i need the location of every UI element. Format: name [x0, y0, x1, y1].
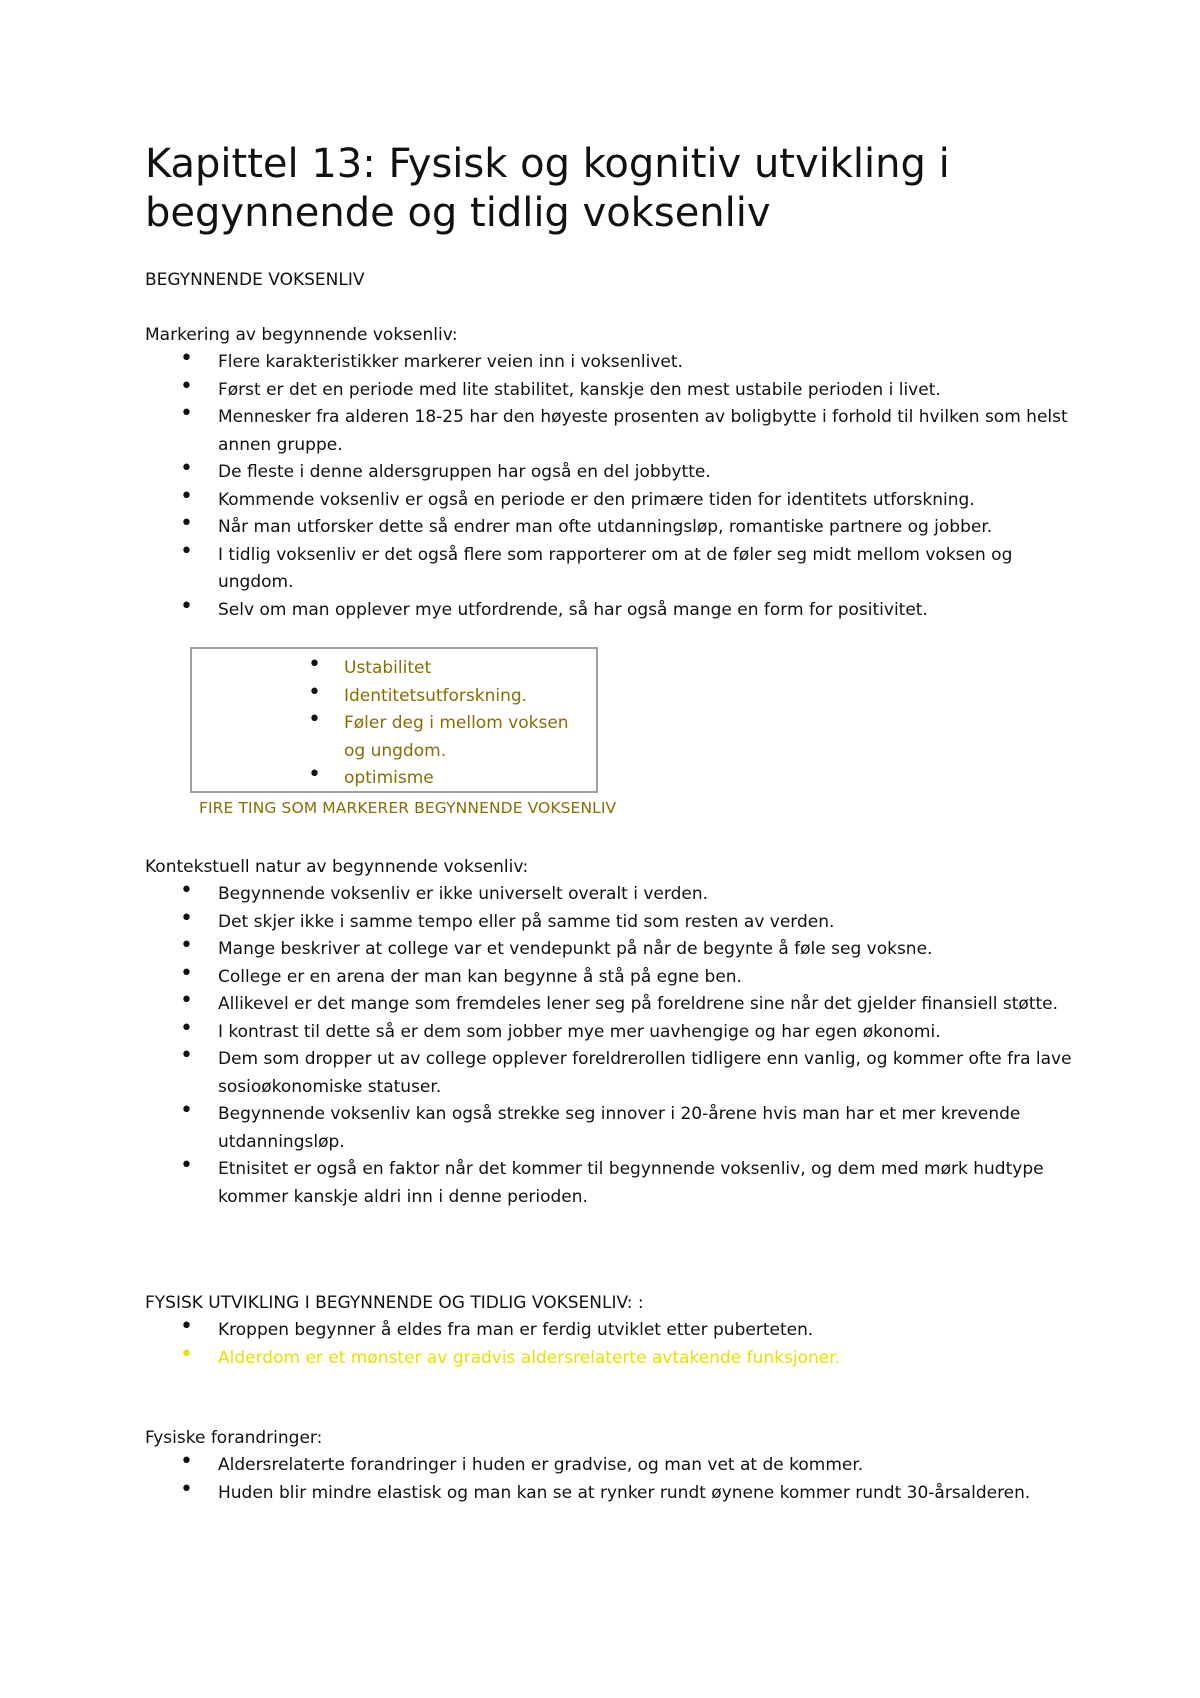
list-item: • Etnisitet er også en faktor når det kommer til begynnende voksenliv, og dem med mørk hudtype kommer kanskje aldri inn i denne perioden.: [145, 1156, 1075, 1211]
kontekstuell-list: [145, 881, 1075, 1211]
list-item: • Begynnende voksenliv er ikke universelt overalt i verden.: [145, 881, 1075, 909]
list-item: • Når man utforsker dette så endrer man ofte utdanningsløp, romantiske partnere og jobber.: [145, 514, 1075, 542]
list-item: • De fleste i denne aldersgruppen har også en del jobbytte.: [145, 459, 1075, 487]
list-item: • Selv om man opplever mye utfordrende, så har også mange en form for positivitet.: [145, 597, 1075, 625]
fysisk-list: [145, 1317, 1075, 1372]
list-item: • Det skjer ikke i samme tempo eller på samme tid som resten av verden.: [145, 909, 1075, 937]
markering-list: [145, 349, 1075, 624]
list-item: • Mennesker fra alderen 18-25 har den høyeste prosenten av boligbytte i forhold til hvilken som helst annen gruppe.: [145, 404, 1075, 459]
list-item: • Først er det en periode med lite stabilitet, kanskje den mest ustabile perioden i livet.: [145, 377, 1075, 405]
list-item: • Kommende voksenliv er også en periode er den primære tiden for identitets utforskning.: [145, 487, 1075, 515]
document-title: Kapittel 13: Fysisk og kognitiv utvikling i begynnende og tidlig voksenliv: [145, 141, 950, 236]
list-item: • Kroppen begynner å eldes fra man er ferdig utviklet etter puberteten.: [145, 1317, 1075, 1345]
callout-list: [192, 655, 592, 793]
list-item: • I tidlig voksenliv er det også flere som rapporterer om at de føler seg midt mellom voksen og ungdom.: [145, 542, 1075, 597]
callout-item: • optimisme: [192, 765, 592, 793]
callout-item: • Ustabilitet: [192, 655, 592, 683]
list-item: • Aldersrelaterte forandringer i huden er gradvise, og man vet at de kommer.: [145, 1452, 1075, 1480]
list-item: • Begynnende voksenliv kan også strekke seg innover i 20-årene hvis man har et mer krevende utdanningsløp.: [145, 1101, 1075, 1156]
list-item: • College er en arena der man kan begynne å stå på egne ben.: [145, 964, 1075, 992]
list-item: • Huden blir mindre elastisk og man kan se at rynker rundt øynene kommer rundt 30-årsalderen.: [145, 1480, 1075, 1508]
section-heading-begynnende: BEGYNNENDE VOKSENLIV: [145, 270, 365, 290]
forandringer-list: [145, 1452, 1075, 1507]
markering-heading: Markering av begynnende voksenliv:: [145, 325, 458, 345]
list-item: • Mange beskriver at college var et vendepunkt på når de begynte å føle seg voksne.: [145, 936, 1075, 964]
highlighted-list-item: • Alderdom er et mønster av gradvis aldersrelaterte avtakende funksjoner.: [145, 1345, 1075, 1373]
fysisk-heading: FYSISK UTVIKLING I BEGYNNENDE OG TIDLIG VOKSENLIV: :: [145, 1293, 644, 1313]
list-item: • Flere karakteristikker markerer veien inn i voksenlivet.: [145, 349, 1075, 377]
callout-caption: FIRE TING SOM MARKERER BEGYNNENDE VOKSENLIV: [199, 799, 617, 817]
list-item: • Dem som dropper ut av college opplever foreldrerollen tidligere enn vanlig, og kommer ofte fra lave sosioøkonomiske statuser.: [145, 1046, 1075, 1101]
list-item: • I kontrast til dette så er dem som jobber mye mer uavhengige og har egen økonomi.: [145, 1019, 1075, 1047]
callout-textbox: [190, 647, 598, 793]
kontekstuell-heading: Kontekstuell natur av begynnende voksenliv:: [145, 857, 529, 877]
list-item: • Allikevel er det mange som fremdeles lener seg på foreldrene sine når det gjelder finansiell støtte.: [145, 991, 1075, 1019]
callout-item: • Føler deg i mellom voksen og ungdom.: [192, 710, 592, 765]
forandringer-heading: Fysiske forandringer:: [145, 1428, 323, 1448]
callout-item: • Identitetsutforskning.: [192, 683, 592, 711]
